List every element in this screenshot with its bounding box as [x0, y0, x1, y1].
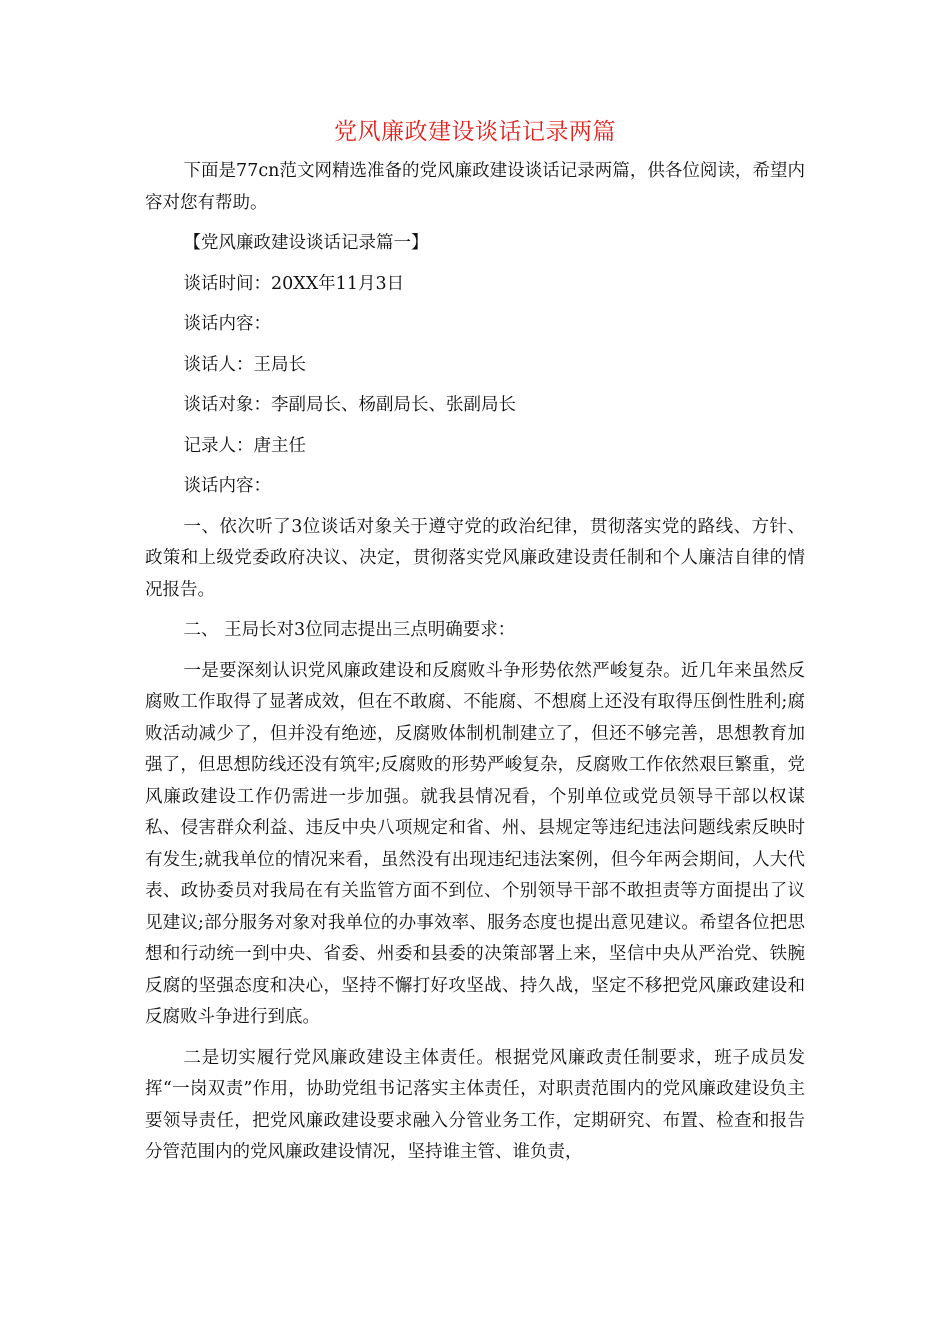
document-page [145, 112, 805, 1178]
talk-content-label-2: 谈话内容： [183, 476, 271, 496]
recorder: 记录人：唐主任 [183, 435, 306, 456]
section-heading: 【党风廉政建设谈话记录篇一】 [183, 233, 429, 253]
talker: 谈话人：王局长 [183, 354, 306, 375]
talk-targets: 谈话对象：李副局长、杨副局长、张副局长 [183, 395, 516, 415]
body-paragraph-3: 一是要深刻认识党风廉政建设和反腐败斗争形势依然严峻复杂。近几年来虽然反腐败工作取得了显著成效，但在不敢腐、不能腐、不想腐上还没有取得压倒性胜利;腐败活动减少了，但并没有绝迹，反腐败体制机制建立了，但还不够完善，思想教育加强了，但思想防线还没有筑牢;反腐败的形势严峻复杂，反腐败工作依然艰巨繁重，党风廉政建设工作仍需进一步加强。就我县情况看，个别单位或党员领导干部以权谋私、侵害群众利益、违反中央八项规定和省、州、县规定等违纪违法问题线索反映时有发生;就我单位的情况来看，虽然没有出现违纪违法案例，但今年两会期间，人大代表、政协委员对我局在有关监管方面不到位、个别领导干部不敢担责等方面提出了议见建议;部分服务对象对我单位的办事效率、服务态度也提出意见建议。希望各位把思想和行动统一到中央、省委、州委和县委的决策部署上来，坚信中央从严治党、铁腕反腐的坚强态度和决心，坚持不懈打好攻坚战、持久战，坚定不移把党风廉政建设和反腐败斗争进行到底。 [145, 660, 805, 1027]
body-paragraph-1: 一、依次听了3位谈话对象关于遵守党的政治纪律，贯彻落实党的路线、方针、政策和上级党委政府决议、决定，贯彻落实党风廉政建设责任制和个人廉洁自律的情况报告。 [145, 516, 805, 600]
talk-time: 谈话时间：20XX年11月3日 [183, 273, 405, 294]
body-paragraph-4: 二是切实履行党风廉政建设主体责任。根据党风廉政责任制要求，班子成员发挥“一岗双责”作用，协助党组书记落实主体责任，对职责范围内的党风廉政建设负主要领导责任，把党风廉政建设要求融入分管业务工作，定期研究、布置、检查和报告分管范围内的党风廉政建设情况，坚持谁主管、谁负责， [145, 1047, 805, 1162]
intro-paragraph: 下面是77cn范文网精选准备的党风廉政建设谈话记录两篇，供各位阅读，希望内容对您有帮助。 [145, 161, 805, 213]
talk-content-label: 谈话内容： [183, 314, 271, 334]
document-title: 党风廉政建设谈话记录两篇 [334, 119, 616, 145]
body-paragraph-2: 二、 王局长对3位同志提出三点明确要求： [183, 620, 516, 640]
